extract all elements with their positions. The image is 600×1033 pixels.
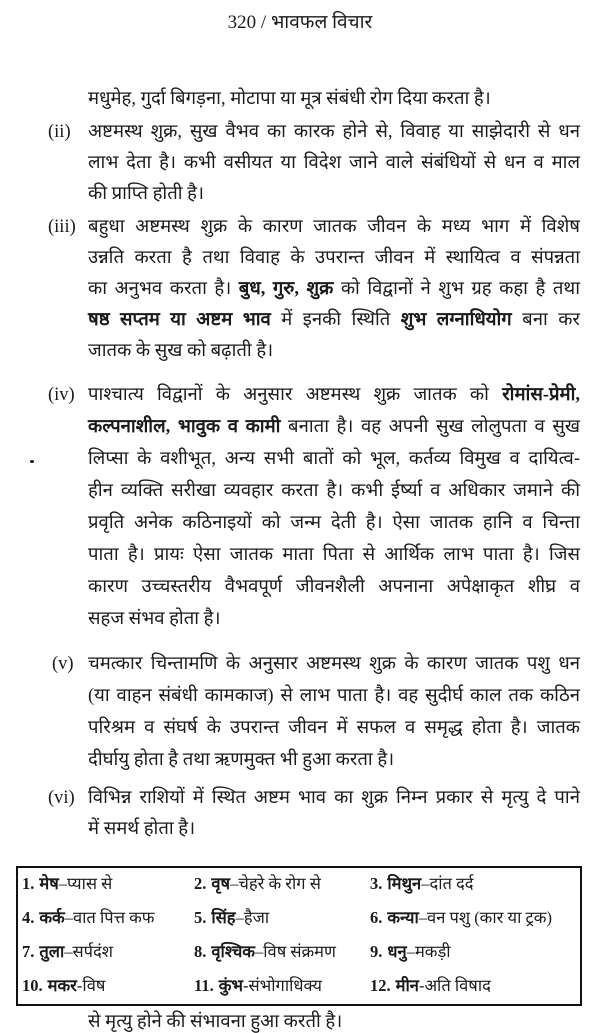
rashi-sign: सिंह (211, 908, 236, 927)
separator: – (230, 874, 239, 893)
text-segment: बना कर (511, 310, 580, 330)
death-cause: दांत दर्द (429, 874, 474, 893)
text-segment: कारण उच्चस्तरीय वैभवपूर्ण जीवनशैली अपनाना अपेक्षाकृत शीघ्र व (88, 577, 580, 597)
text-line (88, 651, 580, 677)
table-cell (22, 906, 155, 930)
rashi-sign: वृष (211, 874, 231, 893)
text-segment: अष्टमस्थ शुक्र, सुख वैभव का कारक होने से, विवाह या साझेदारी से धन (88, 122, 580, 142)
text-segment: दीर्घायु होता है तथा ऋणमुक्त भी हुआ करता है। (88, 750, 395, 770)
text-segment: जातक के सुख को बढ़ाती है। (88, 341, 274, 361)
rashi-number: 10. (22, 976, 43, 995)
paragraph-label: (iii) (48, 217, 76, 237)
death-cause: प्यास से (67, 874, 113, 893)
table-cell (194, 872, 321, 896)
closing-line: से मृत्यु होने की संभावना हुआ करती है। (88, 1012, 343, 1032)
table-cell (194, 906, 269, 930)
text-segment: पाता है। प्रायः ऐसा जातक माता पिता से आर्थिक लाभ पाता है। जिस (88, 545, 580, 565)
running-title: भावफल विचार (270, 12, 373, 33)
text-segment: प्रवृति अनेक कठिनाइयों को जन्म देती है। ऐसा जातक हानि व चिन्ता (88, 513, 580, 533)
text-line (88, 747, 580, 773)
text-line (88, 683, 580, 709)
table-cell (370, 940, 451, 964)
text-line (88, 478, 580, 504)
text-segment: लिप्सा के वशीभूत, अन्य सभी बातों को भूल, कर्तव्य विमुख व दायित्व- (88, 449, 580, 469)
text-line (88, 606, 580, 632)
text-segment: पाश्चात्य विद्वानों के अनुसार अष्टमस्थ शुक्र जातक को (88, 385, 503, 405)
text-line (88, 307, 580, 333)
text-segment: बनाता है। वह अपनी सुख लोलुपता व सुख (280, 417, 580, 437)
rashi-death-cause-table (16, 866, 582, 1006)
page-number: 320 (227, 12, 257, 33)
text-segment: लाभ देता है। कभी वसीयत या विदेश जाने वाले संबंधियों से धन व माल (88, 153, 580, 173)
text-line (88, 276, 580, 302)
separator: - (243, 976, 249, 995)
table-cell (22, 872, 112, 896)
rashi-number: 5. (194, 908, 207, 927)
paragraph-label: (ii) (48, 122, 71, 142)
text-line (88, 785, 580, 811)
bold-text: शुभ लग्नाधियोग (400, 310, 512, 330)
death-cause: संभोगाधिक्य (248, 976, 322, 995)
rashi-sign: मिथुन (387, 874, 422, 893)
text-segment: हीन व्यक्ति सरीखा व्यवहार करता है। कभी ईर्ष्या व अधिकार जमाने की (88, 481, 580, 501)
rashi-number: 2. (194, 874, 207, 893)
death-cause: विष (82, 976, 106, 995)
text-line (88, 214, 580, 240)
text-segment: परिश्रम व संघर्ष के उपरान्त जीवन में सफल व समृद्ध होता है। जातक (88, 718, 580, 738)
text-line (88, 542, 580, 568)
rashi-number: 3. (370, 874, 383, 893)
rashi-sign: कुंभ (218, 976, 243, 995)
separator: – (58, 874, 68, 893)
text-segment: सहज संभव होता है। (88, 609, 221, 629)
text-line (88, 150, 580, 176)
table-cell (22, 974, 105, 998)
separator: – (255, 942, 264, 961)
death-cause: हैजा (243, 908, 270, 927)
separator: – (64, 908, 73, 927)
death-cause: विष संक्रमण (263, 942, 336, 961)
separator: – (64, 942, 73, 961)
paragraph-label: (vi) (48, 788, 75, 808)
text-segment: चमत्कार चिन्तामणि के अनुसार अष्टमस्थ शुक्र के कारण जातक पशु धन (88, 654, 580, 674)
table-cell (370, 974, 491, 998)
scan-speck (30, 460, 34, 463)
text-segment: में इनकी स्थिति (270, 310, 401, 330)
bold-text: षष्ठ सप्तम या अष्टम भाव (88, 310, 271, 330)
rashi-sign: कन्या (387, 908, 419, 927)
text-line (88, 181, 580, 207)
text-segment: की प्राप्ति होती है। (88, 184, 205, 204)
rashi-sign: मकर (47, 976, 77, 995)
rashi-sign: तुला (39, 942, 65, 961)
separator: – (406, 942, 415, 961)
table-cell (22, 940, 113, 964)
text-segment: विभिन्न राशियों में स्थित अष्टम भाव का शुक्र निम्न प्रकार से मृत्यु दे पाने (88, 788, 580, 808)
text-line (88, 245, 580, 271)
text-line (88, 382, 580, 408)
text-segment: बहुधा अष्टमस्थ शुक्र के कारण जातक जीवन के मध्य भाग में विशेष (88, 217, 580, 237)
rashi-number: 4. (22, 908, 35, 927)
table-cell (370, 906, 552, 930)
text-segment: (या वाहन संबंधी कामकाज) से लाभ पाता है। वह सुदीर्घ काल तक कठिन (88, 686, 580, 706)
bold-text: बुध, गुरु, शुक्र (238, 279, 334, 299)
rashi-number: 6. (370, 908, 383, 927)
death-cause: वन पशु (कार या ट्रक) (427, 908, 552, 927)
header-separator: / (260, 12, 267, 33)
bold-text: कल्पनाशील, भावुक व कामी (88, 417, 281, 437)
paragraph-label: (v) (52, 654, 74, 674)
text-line (88, 574, 580, 600)
text-segment: का अनुभव करता है। (88, 279, 239, 299)
separator: – (418, 908, 428, 927)
separator: - (76, 976, 83, 995)
rashi-number: 1. (22, 874, 35, 893)
text-line (88, 816, 580, 842)
text-line (88, 510, 580, 536)
paragraph-label: (iv) (48, 385, 75, 405)
text-line (88, 715, 580, 741)
separator: – (421, 874, 430, 893)
text-line (88, 86, 580, 112)
table-cell (370, 872, 474, 896)
rashi-number: 7. (22, 942, 35, 961)
rashi-number: 9. (370, 942, 383, 961)
text-line (88, 414, 580, 440)
death-cause: सर्पदंश (72, 942, 114, 961)
separator: – (235, 908, 244, 927)
rashi-sign: कर्क (39, 908, 65, 927)
text-line (88, 119, 580, 145)
text-segment: मधुमेह, गुर्दा बिगड़ना, मोटापा या मूत्र संबंधी रोग दिया करता है। (88, 89, 491, 109)
table-cell (194, 974, 322, 998)
death-cause: अति विषाद (424, 976, 491, 995)
separator: - (418, 976, 425, 995)
rashi-number: 12. (370, 976, 391, 995)
running-header (0, 8, 600, 34)
table-cell (194, 940, 336, 964)
rashi-number: 8. (194, 942, 207, 961)
death-cause: मकड़ी (414, 942, 451, 961)
rashi-sign: मीन (395, 976, 419, 995)
text-segment: उन्नति करता है तथा विवाह के उपरान्त जीवन में स्थायित्व व संपन्नता (88, 248, 580, 268)
rashi-sign: वृश्चिक (211, 942, 255, 961)
text-segment: में समर्थ होता है। (88, 819, 196, 839)
text-line (88, 338, 580, 364)
rashi-sign: धनु (387, 942, 407, 961)
rashi-sign: मेष (39, 874, 59, 893)
death-cause: चेहरे के रोग से (238, 874, 321, 893)
text-line (88, 446, 580, 472)
death-cause: वात पित्त कफ (72, 908, 155, 927)
bold-text: रोमांस-प्रेमी, (502, 385, 580, 405)
rashi-number: 11. (194, 976, 214, 995)
text-segment: को विद्वानों ने शुभ ग्रह कहा है तथा (333, 279, 581, 299)
